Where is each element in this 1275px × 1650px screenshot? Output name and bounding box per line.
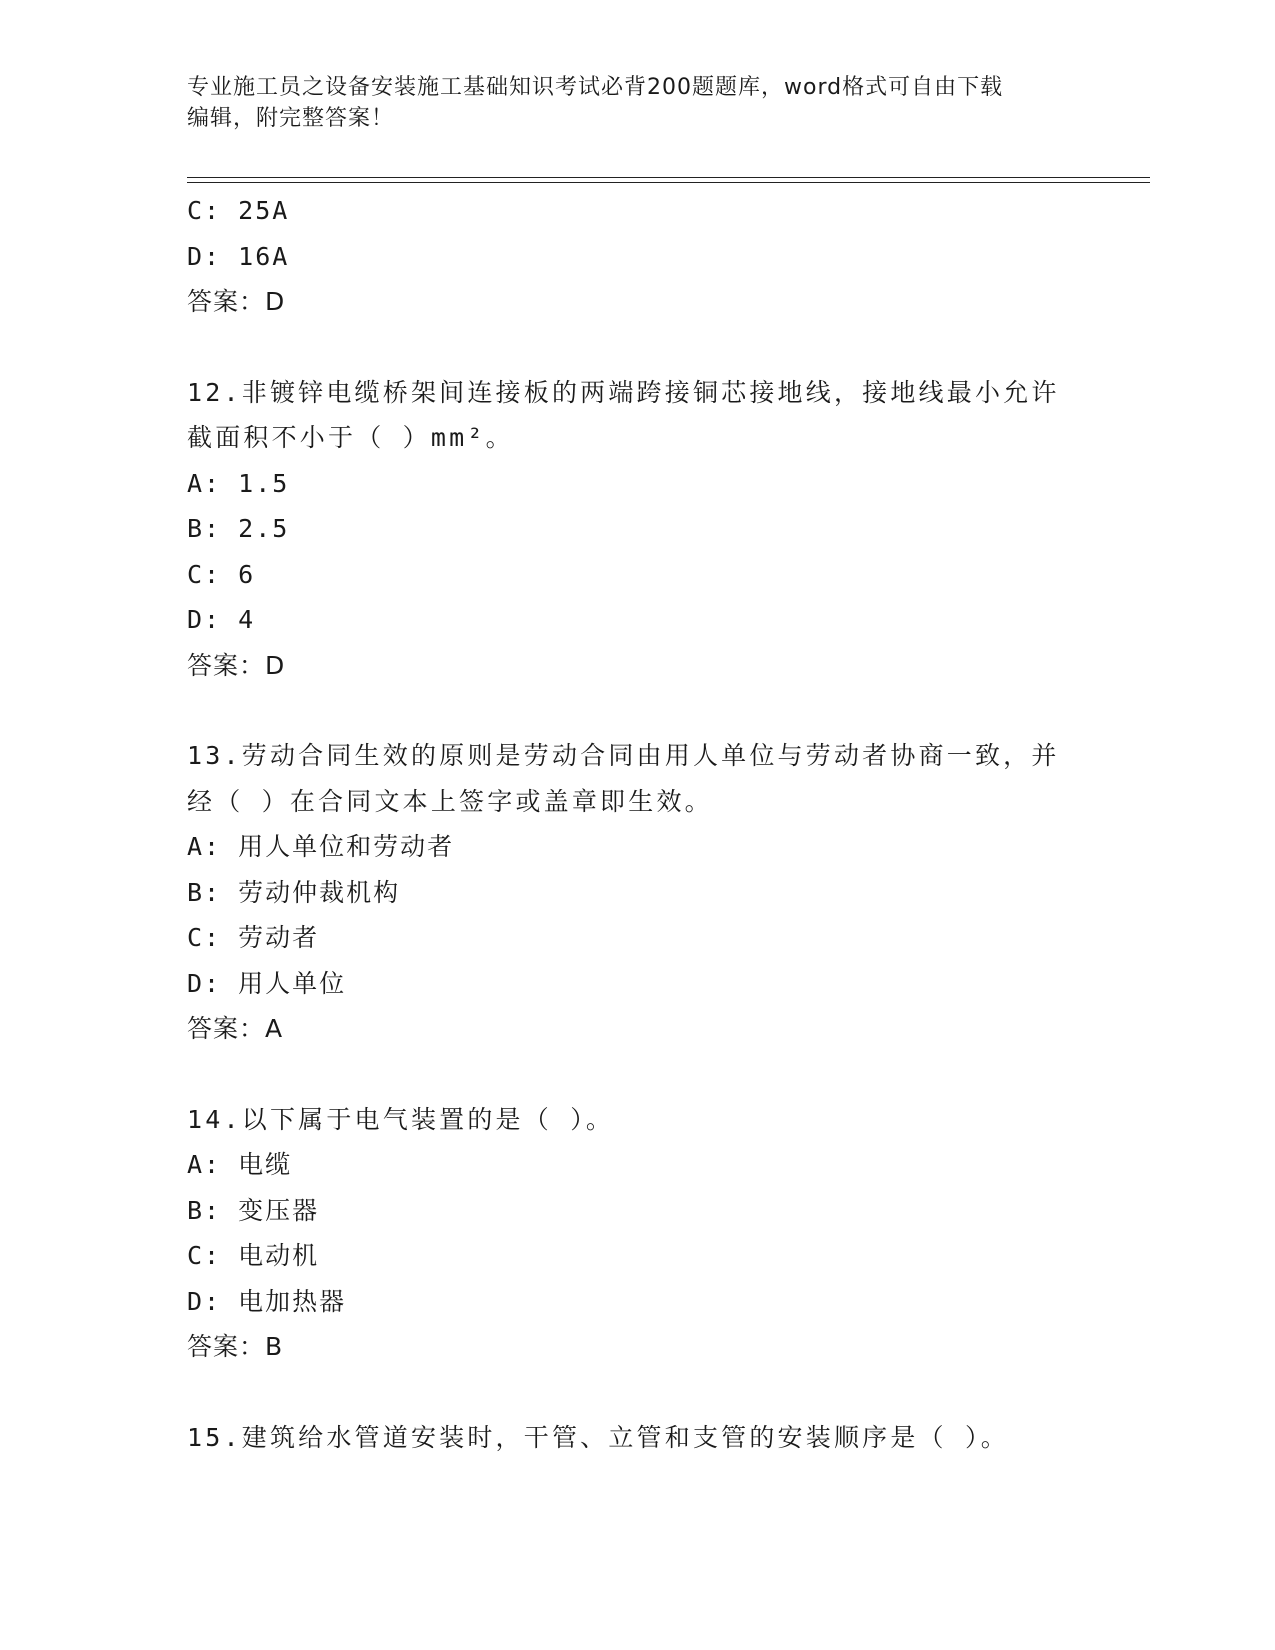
option-c: C: 6: [187, 559, 256, 589]
header-line-1: 专业施工员之设备安装施工基础知识考试必背200题题库，word格式可自由下载: [187, 75, 1004, 100]
option-d: D: 4: [187, 605, 256, 634]
header-divider-top: [187, 177, 1150, 178]
question-14: [187, 1097, 1087, 1370]
question-text-line: 15.建筑给水管道安装时，干管、立管和支管的安装顺序是（ ）。: [187, 1422, 1009, 1452]
question-text-line: 14.以下属于电气装置的是（ ）。: [187, 1104, 615, 1134]
continued-question: [187, 188, 1087, 325]
option-b: B: 变压器: [187, 1195, 320, 1225]
option-b: B: 2.5: [187, 514, 290, 543]
question-text-line: 经（ ）在合同文本上签字或盖章即生效。: [187, 786, 713, 816]
answer: 答案：A: [187, 1014, 284, 1043]
option-d: D: 16A: [187, 241, 290, 271]
question-12: [187, 370, 1087, 689]
answer: 答案：D: [187, 287, 286, 316]
question-13: [187, 733, 1087, 1052]
answer: 答案：B: [187, 1332, 284, 1361]
option-a: A: 1.5: [187, 468, 290, 498]
option-c: C: 电动机: [187, 1241, 320, 1270]
option-a: A: 用人单位和劳动者: [187, 832, 455, 861]
document-body: [187, 188, 1087, 1460]
header-divider-bottom: [187, 182, 1150, 183]
answer: 答案：D: [187, 650, 286, 680]
option-b: B: 劳动仲裁机构: [187, 877, 401, 907]
option-d: D: 用人单位: [187, 968, 347, 998]
question-text-line: 截面积不小于（ ）mm²。: [187, 423, 514, 452]
option-d: D: 电加热器: [187, 1286, 347, 1316]
option-a: A: 电缆: [187, 1150, 293, 1179]
question-text-line: 12.非镀锌电缆桥架间连接板的两端跨接铜芯接地线，接地线最小允许: [187, 377, 1060, 407]
option-c: C: 25A: [187, 196, 290, 225]
question-15: [187, 1415, 1087, 1461]
document-header: [187, 72, 1067, 134]
option-c: C: 劳动者: [187, 923, 320, 952]
question-text-line: 13.劳动合同生效的原则是劳动合同由用人单位与劳动者协商一致，并: [187, 741, 1060, 770]
header-line-2: 编辑，附完整答案！: [187, 106, 395, 131]
